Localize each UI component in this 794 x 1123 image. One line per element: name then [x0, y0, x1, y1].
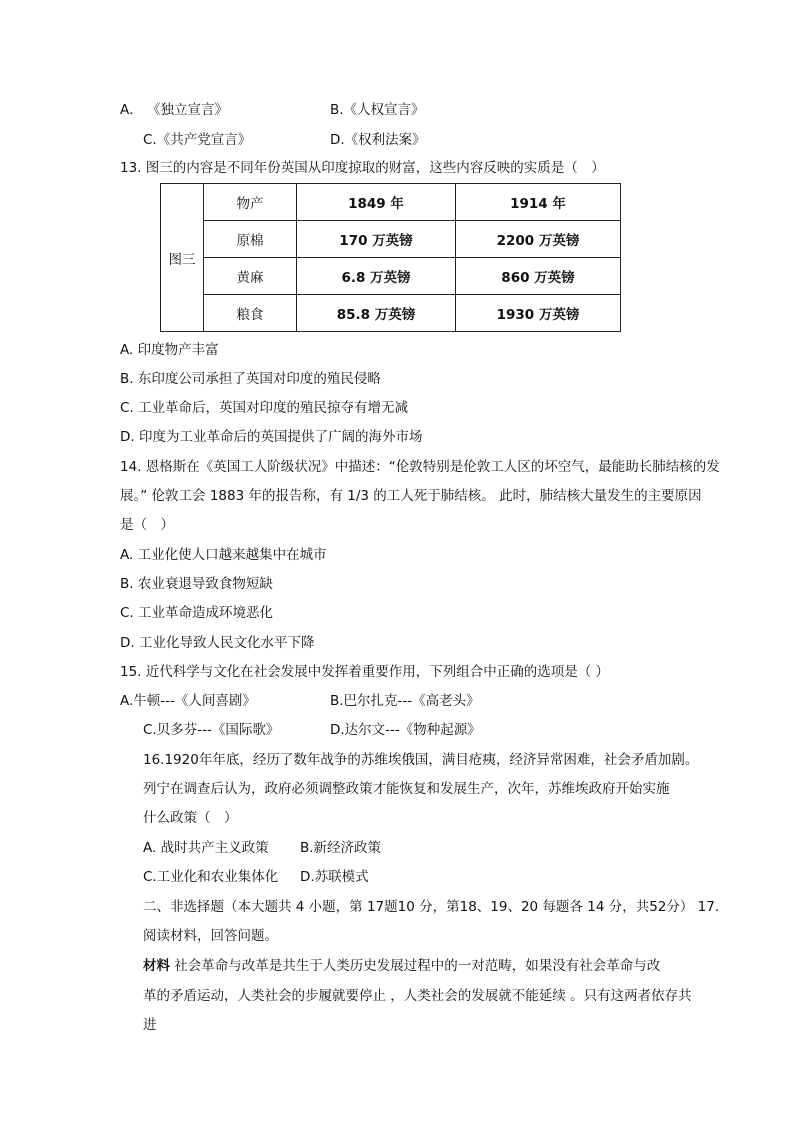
table-row [161, 258, 621, 295]
q16-stem-line3: 什么政策（ ） [143, 810, 238, 826]
q16-stem-line1: 16.1920年年底，经历了数年战争的苏维埃俄国，满目疮痍，经济异常困难，社会矛盾加剧。 [143, 752, 699, 768]
q15-option-b: B.巴尔扎克---《高老头》 [330, 693, 480, 709]
q14-option-b: B. 农业衰退导致食物短缺 [120, 576, 273, 592]
q13-option-d: D. 印度为工业革命后的英国提供了广阔的海外市场 [120, 429, 423, 445]
q15-option-c: C.贝多芬---《国际歌》 [143, 722, 280, 738]
q15-stem: 15. 近代科学与文化在社会发展中发挥着重要作用，下列组合中正确的选项是（ ） [120, 664, 610, 680]
part2-heading: 二、非选择题（本大题共 4 小题，第 17题10 分，第18、19、20 每题各 14 分，共52分） 17. [143, 899, 720, 915]
table-cell-1914: 860 万英镑 [456, 258, 621, 295]
q15-option-d: D.达尔文---《物种起源》 [330, 722, 481, 738]
q14-stem-line1: 14. 恩格斯在《英国工人阶级状况》中描述：“伦敦特别是伦敦工人区的坏空气，最能助长肺结核的发 [120, 459, 720, 475]
q12-option-c: C.《共产党宣言》 [143, 132, 252, 148]
q13-stem: 13. 图三的内容是不同年份英国从印度掠取的财富，这些内容反映的实质是（ ） [120, 160, 605, 176]
material-text-line1: 社会革命与改革是共生于人类历史发展过程中的一对范畴，如果没有社会革命与改 [170, 958, 661, 974]
table-cell-product: 粮食 [204, 295, 297, 332]
q16-option-d: D.苏联模式 [300, 869, 369, 885]
q14-stem-line2: 展。” 伦敦工会 1883 年的报告称，有 1/3 的工人死于肺结核。 此时，肺结核大量发生的主要原因 [120, 488, 702, 504]
table-cell-product: 原棉 [204, 221, 297, 258]
table-cell-1849: 170 万英镑 [297, 221, 456, 258]
q16-option-b: B.新经济政策 [300, 840, 382, 856]
q13-option-c: C. 工业革命后，英国对印度的殖民掠夺有增无减 [120, 400, 409, 416]
q16-stem-line2: 列宁在调查后认为，政府必须调整政策才能恢复和发展生产，次年，苏维埃政府开始实施 [143, 781, 670, 797]
table-cell-1849: 85.8 万英镑 [297, 295, 456, 332]
q15-option-a: A.牛顿---《人间喜剧》 [120, 693, 256, 709]
material-paragraph-line1 [143, 956, 660, 976]
table-row [161, 295, 621, 332]
part2-instruction: 阅读材料，回答问题。 [143, 928, 278, 944]
table-figure-label: 图三 [161, 184, 204, 332]
q14-stem-line3: 是（ ） [120, 517, 174, 533]
q13-option-b: B. 东印度公司承担了英国对印度的殖民侵略 [120, 371, 381, 387]
q16-option-a: A. 战时共产主义政策 [143, 840, 269, 856]
table-cell-1849: 6.8 万英镑 [297, 258, 456, 295]
table-row [161, 221, 621, 258]
q13-wealth-table [160, 183, 621, 332]
q14-option-c: C. 工业革命造成环境恶化 [120, 605, 274, 621]
table-header-1849: 1849 年 [297, 184, 456, 221]
q16-option-c: C.工业化和农业集体化 [143, 869, 279, 885]
material-paragraph-line2: 革的矛盾运动，人类社会的步履就要停止 ，人类社会的发展就不能延续 。只有这两者依存共 [143, 988, 692, 1004]
table-cell-1914: 1930 万英镑 [456, 295, 621, 332]
table-header-product: 物产 [204, 184, 297, 221]
q12-option-a: A． 《独立宣言》 [120, 102, 229, 118]
table-header-1914: 1914 年 [456, 184, 621, 221]
q12-option-d: D.《权利法案》 [330, 132, 426, 148]
q14-option-d: D. 工业化导致人民文化水平下降 [120, 635, 315, 651]
table-cell-product: 黄麻 [204, 258, 297, 295]
table-cell-1914: 2200 万英镑 [456, 221, 621, 258]
q13-option-a: A. 印度物产丰富 [120, 342, 219, 358]
material-paragraph-line3: 进 [143, 1017, 157, 1033]
q14-option-a: A. 工业化使人口越来越集中在城市 [120, 547, 327, 563]
material-label: 材料 [143, 958, 170, 974]
q12-option-b: B.《人权宣言》 [330, 102, 425, 118]
